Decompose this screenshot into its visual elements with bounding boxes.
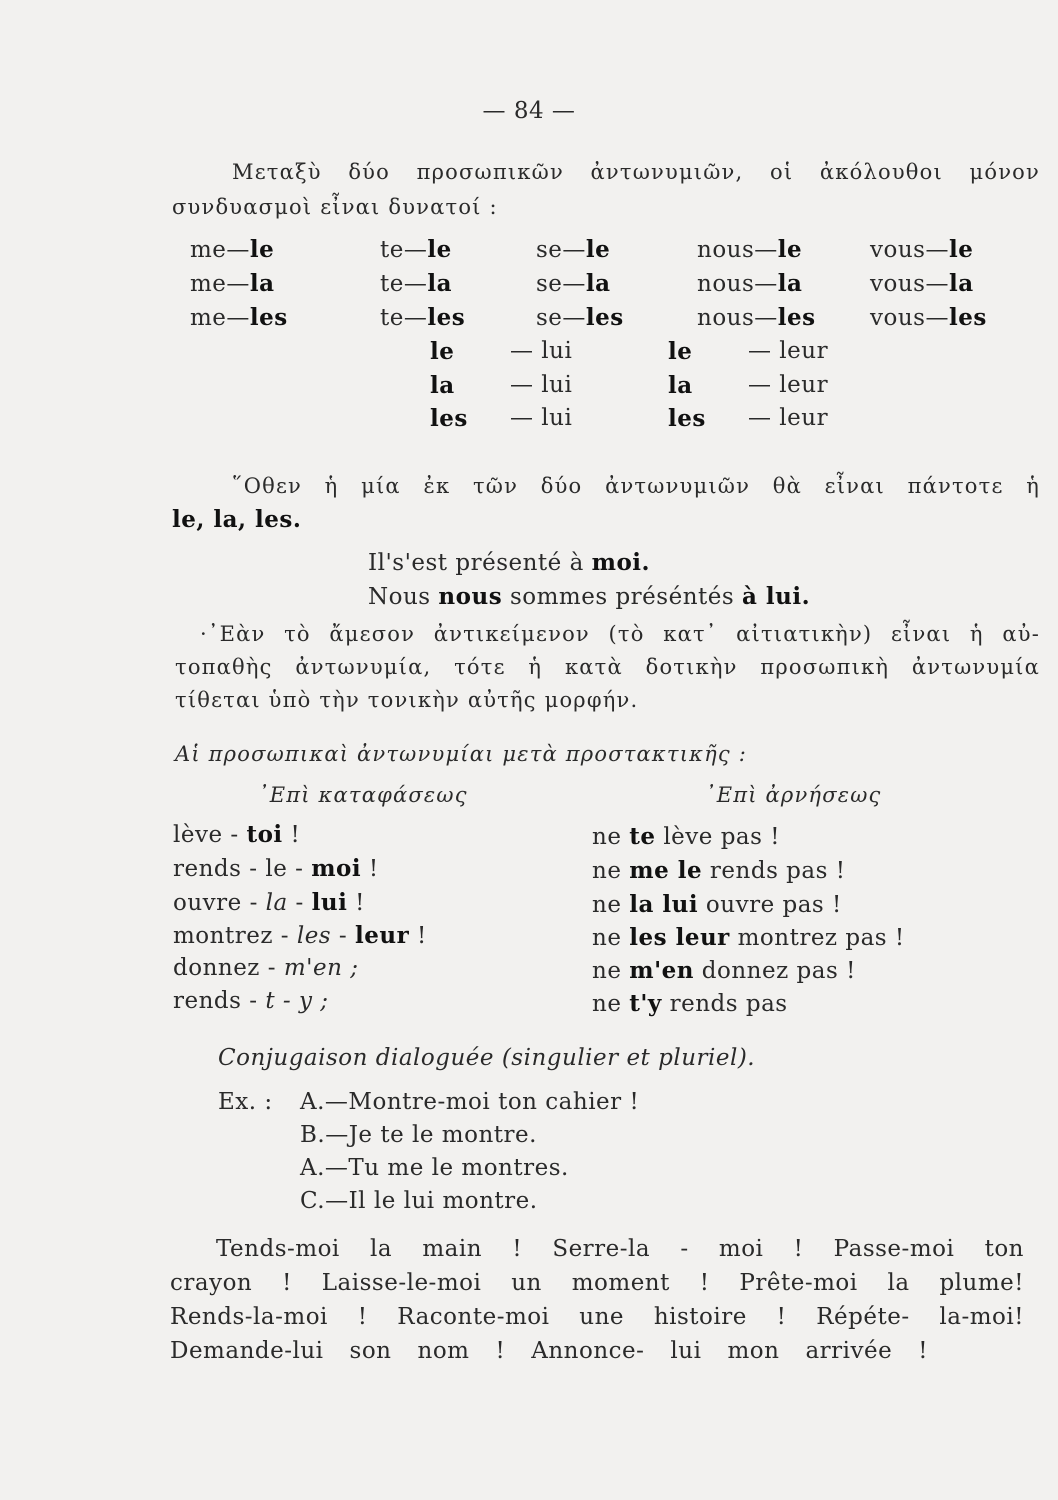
negate-row: ne m'en donnez pas ! <box>592 957 856 984</box>
reflexive-greek-line3: τίθεται ὑπὸ τὴν τονικὴν αὐτῆς μορφήν. <box>175 688 639 712</box>
combo-cell: se—les <box>536 304 624 331</box>
dialogue-line: A.—Montre-moi ton cahier ! <box>300 1089 640 1115</box>
lui-leur-cell: le <box>668 338 693 365</box>
conclusion-bold: le, la, les. <box>172 506 302 533</box>
lui-leur-cell: le <box>430 338 455 365</box>
affirm-row: rends - le - moi ! <box>173 855 379 882</box>
exercise-line4: Demande-lui son nom ! Annonce- lui mon arrivée ! <box>170 1338 928 1364</box>
dialogue-line: A.—Tu me le montres. <box>300 1155 569 1181</box>
intro-greek-line1: Μεταξὺ δύο προσωπικῶν ἀντωνυμιῶν, οἱ ἀκόλουθοι μόνον <box>232 160 1040 184</box>
combo-cell: nous—les <box>697 304 816 331</box>
combo-cell: nous—le <box>697 236 803 263</box>
negate-heading: ᾿Επὶ ἀρνήσεως <box>705 783 882 807</box>
lui-leur-cell: la <box>430 372 455 399</box>
example-sentence: Il's'est présenté à moi. <box>368 549 651 576</box>
combo-cell: te—les <box>380 304 466 331</box>
dialogue-line: B.—Je te le montre. <box>300 1122 537 1148</box>
imperative-heading: Αἱ προσωπικαὶ ἀντωνυμίαι μετὰ προστακτικῆς : <box>175 742 748 766</box>
affirm-row: lève - toi ! <box>173 821 301 848</box>
affirm-row: montrez - les - leur ! <box>173 922 427 949</box>
lui-leur-cell: — lui <box>510 405 573 431</box>
combo-cell: nous—la <box>697 270 803 297</box>
lui-leur-cell: — leur <box>748 405 829 431</box>
affirm-row: donnez - m'en ; <box>173 955 359 981</box>
negate-row: ne t'y rends pas <box>592 990 788 1017</box>
lui-leur-cell: la <box>668 372 693 399</box>
lui-leur-cell: les <box>430 405 468 432</box>
example-sentence: Nous nous sommes préséntés à lui. <box>368 583 811 610</box>
combo-cell: me—le <box>190 236 275 263</box>
reflexive-greek-line2: τοπαθὴς ἀντωνυμία, τότε ἡ κατὰ δοτικὴν προσωπικὴ ἀντωνυμία <box>175 655 1040 679</box>
lui-leur-cell: — lui <box>510 338 573 364</box>
combo-cell: vous—la <box>870 270 974 297</box>
conjugaison-heading: Conjugaison dialoguée (singulier et pluriel). <box>218 1045 756 1071</box>
combo-cell: vous—le <box>870 236 974 263</box>
combo-cell: se—la <box>536 270 611 297</box>
conclusion-greek-line1: ῞Οθεν ἡ μία ἐκ τῶν δύο ἀντωνυμιῶν θὰ εἶναι πάντοτε ἡ <box>232 474 1040 498</box>
exercise-line3: Rends-la-moi ! Raconte-moi une histoire ! Répéte- la-moi! <box>170 1304 1024 1330</box>
combo-cell: vous—les <box>870 304 987 331</box>
combo-cell: me—les <box>190 304 288 331</box>
exercise-line2: crayon ! Laisse-le-moi un moment ! Prête-moi la plume! <box>170 1270 1024 1296</box>
dialogue-ex-label: Ex. : <box>218 1089 273 1115</box>
lui-leur-cell: — lui <box>510 372 573 398</box>
reflexive-greek-line1: ·᾿Εὰν τὸ ἄμεσον ἀντικείμενον (τὸ κατ᾽ αἰτιατικὴν) εἶναι ἡ αὐ- <box>200 622 1040 646</box>
combo-cell: me—la <box>190 270 275 297</box>
affirm-row: rends - t - y ; <box>173 988 329 1014</box>
negate-row: ne te lève pas ! <box>592 823 781 850</box>
affirm-row: ouvre - la - lui ! <box>173 889 365 916</box>
page-number: — 84 — <box>482 98 576 124</box>
combo-cell: te—le <box>380 236 452 263</box>
negate-row: ne la lui ouvre pas ! <box>592 891 842 918</box>
dialogue-line: C.—Il le lui montre. <box>300 1188 538 1214</box>
exercise-line1: Tends-moi la main ! Serre-la - moi ! Passe-moi ton <box>216 1236 1024 1262</box>
combo-cell: te—la <box>380 270 452 297</box>
lui-leur-cell: — leur <box>748 372 829 398</box>
lui-leur-cell: les <box>668 405 706 432</box>
negate-row: ne me le rends pas ! <box>592 857 846 884</box>
negate-row: ne les leur montrez pas ! <box>592 924 905 951</box>
intro-greek-line2: συνδυασμοὶ εἶναι δυνατοί : <box>172 195 498 219</box>
combo-cell: se—le <box>536 236 611 263</box>
affirm-heading: ᾿Επὶ καταφάσεως <box>258 783 468 807</box>
lui-leur-cell: — leur <box>748 338 829 364</box>
